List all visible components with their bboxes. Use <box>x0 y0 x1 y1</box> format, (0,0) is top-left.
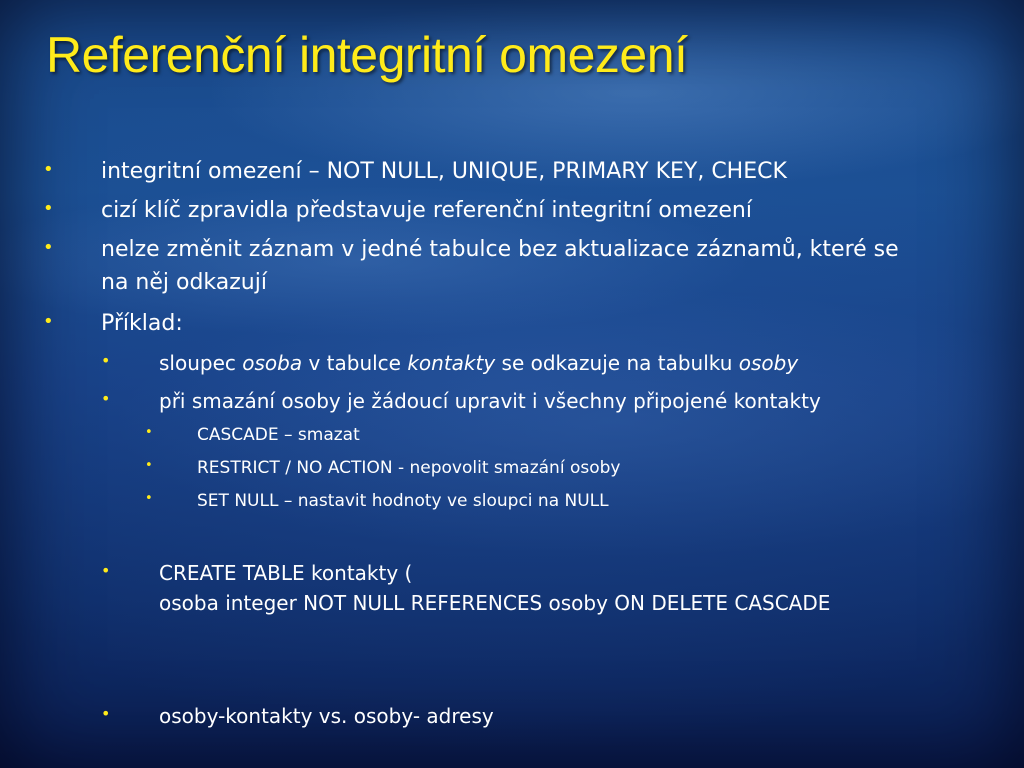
code-line-1: CREATE TABLE kontakty ( <box>159 561 413 585</box>
bullet-marker: • <box>145 491 153 506</box>
bullet-marker: • <box>43 159 54 180</box>
bullet-text: integritní omezení – NOT NULL, UNIQUE, PRIMARY KEY, CHECK <box>101 159 787 184</box>
sub-bullet-delete-behavior <box>101 389 821 413</box>
bullet-item-foreign-key <box>43 198 752 223</box>
sub-sub-bullet-restrict <box>145 458 621 478</box>
bullet-item-update-rule <box>43 237 899 262</box>
bullet-text-line-1: nelze změnit záznam v jedné tabulce bez aktualizace záznamů, které se <box>101 237 899 262</box>
bullet-marker: • <box>101 351 111 370</box>
bullet-marker: • <box>145 458 153 473</box>
bullet-marker: • <box>101 704 111 723</box>
bullet-text: při smazání osoby je žádoucí upravit i všechny připojené kontakty <box>159 389 821 413</box>
bullet-text: SET NULL – nastavit hodnoty ve sloupci na NULL <box>197 491 609 511</box>
bullet-marker: • <box>43 237 54 258</box>
text-part: sloupec <box>159 351 243 375</box>
bullet-marker: • <box>43 198 54 219</box>
bullet-item-example <box>43 311 183 336</box>
text-part-italic: osoby <box>738 351 799 375</box>
text-part: se odkazuje na tabulku <box>495 351 739 375</box>
sub-sub-bullet-cascade <box>145 425 360 445</box>
sub-sub-bullet-set-null <box>145 491 609 511</box>
text-part-italic: kontakty <box>407 351 496 375</box>
sub-bullet-create-table <box>101 561 413 585</box>
text-part: v tabulce <box>302 351 408 375</box>
slide-title: Referenční integritní omezení <box>46 27 688 83</box>
bullet-marker: • <box>43 311 54 332</box>
bullet-marker: • <box>145 425 153 440</box>
sub-bullet-create-table-continuation <box>159 591 830 615</box>
bullet-item-update-rule-continuation <box>101 270 267 295</box>
sub-bullet-relations <box>101 704 494 728</box>
code-line-2: osoba integer NOT NULL REFERENCES osoby ON DELETE CASCADE <box>159 591 831 615</box>
bullet-text-line-2: na něj odkazují <box>101 270 267 295</box>
bullet-text: cizí klíč zpravidla představuje referenční integritní omezení <box>101 198 752 223</box>
text-part-italic: osoba <box>242 351 303 375</box>
bullet-marker: • <box>101 561 111 580</box>
bullet-text: CASCADE – smazat <box>197 425 360 445</box>
sub-bullet-column-reference <box>101 351 799 375</box>
bullet-marker: • <box>101 389 111 408</box>
bullet-item-integrity-constraints <box>43 159 787 184</box>
bullet-text: RESTRICT / NO ACTION - nepovolit smazání osoby <box>197 458 621 478</box>
bullet-text: osoby-kontakty vs. osoby- adresy <box>159 704 494 728</box>
bullet-text: Příklad: <box>101 311 183 336</box>
